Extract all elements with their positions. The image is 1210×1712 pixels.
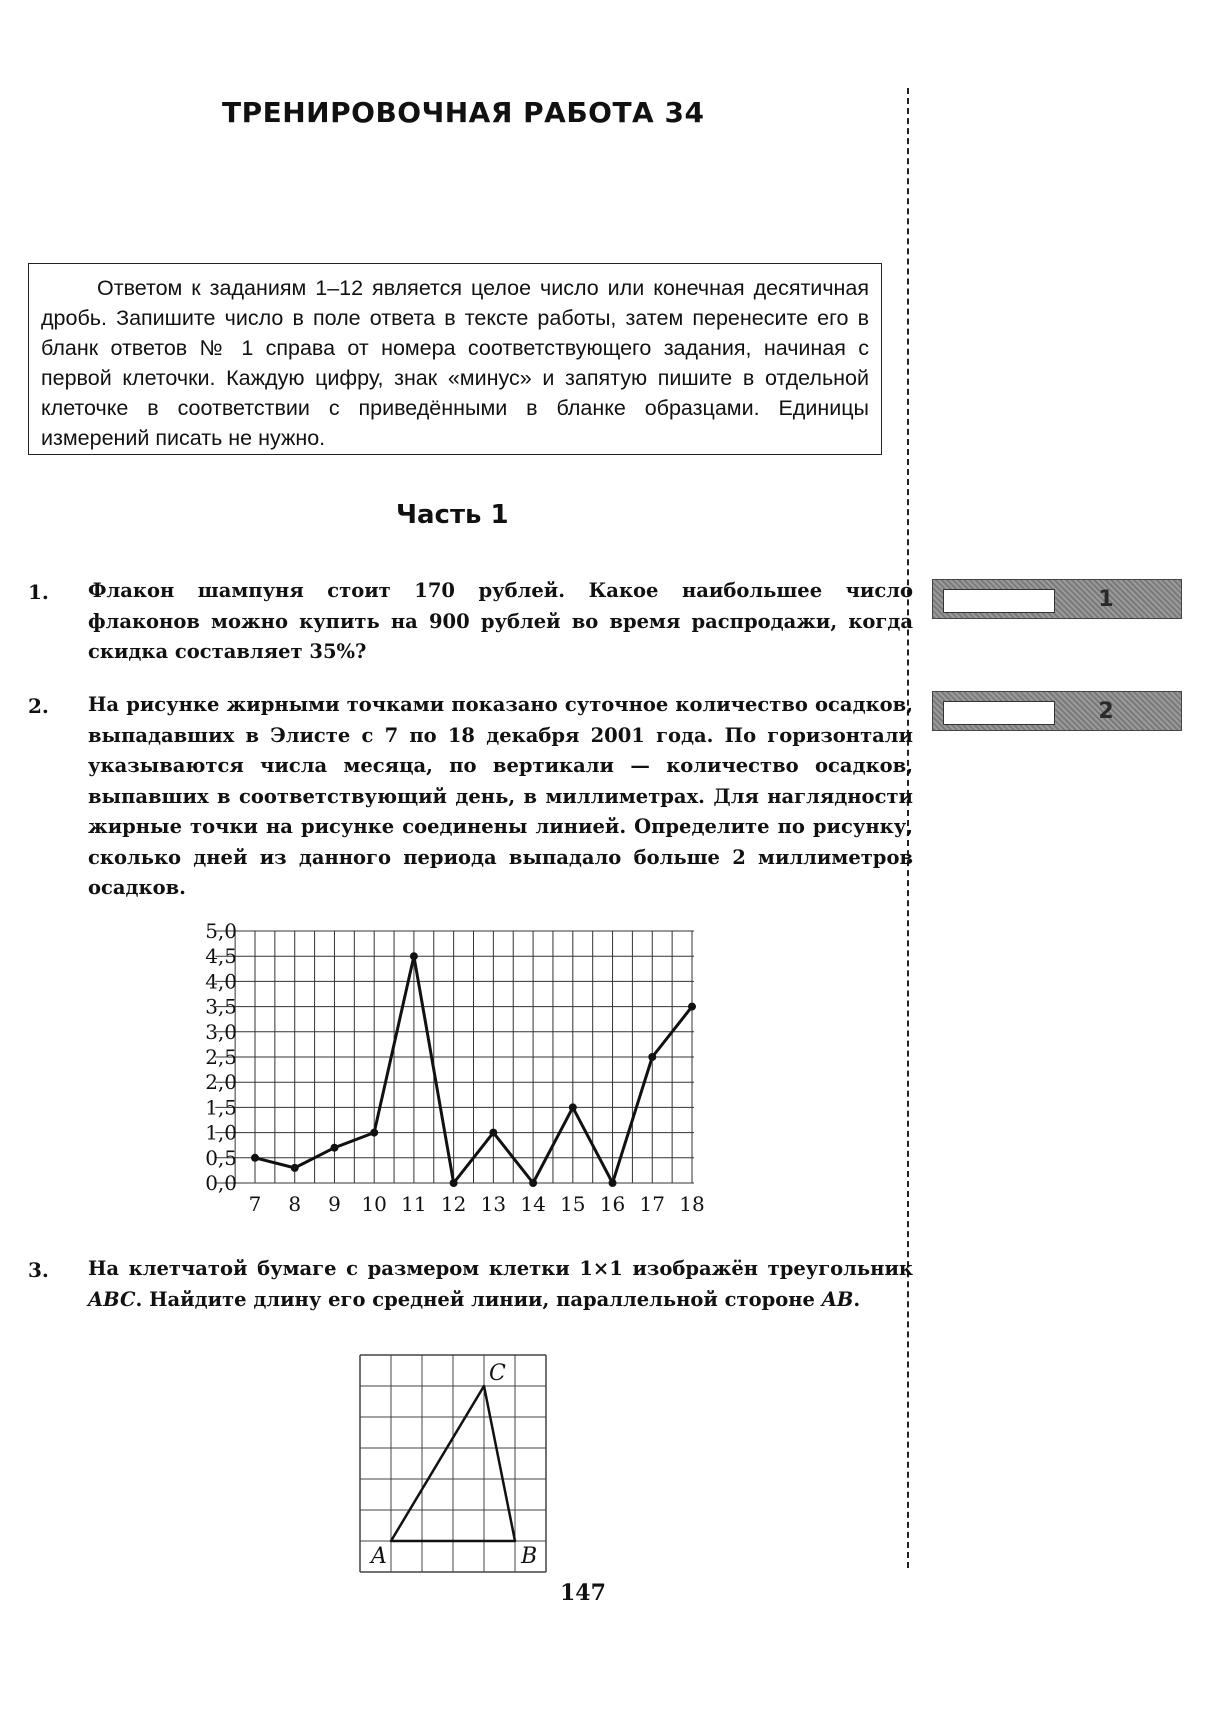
x-tick-label: 16 <box>599 1192 626 1216</box>
x-tick-label: 12 <box>440 1192 467 1216</box>
vertex-label: B <box>521 1544 538 1569</box>
triangle-figure <box>355 1350 555 1580</box>
y-tick-label: 3,0 <box>205 1019 237 1044</box>
task-text: На рисунке жирными точками показано суточное количество осадков, выпадавших в Элисте с 7 по 18 декабря 2001 года. По горизонтали указываются числа месяца, по вертикали — количество осадков, выпавших в соответствующий день, в миллиметрах. Для наглядности жирные точки на рисунке соединены линией. Определите по рисунку, сколько дней из данного периода выпадало больше 2 миллиметров осадков. <box>88 693 913 899</box>
y-tick-label: 2,5 <box>205 1045 237 1069</box>
answer-field-2[interactable] <box>932 691 1182 731</box>
task-text-part: . Найдите длину его средней линии, параллельной стороне <box>135 1287 822 1311</box>
y-tick-label: 4,5 <box>205 944 237 969</box>
x-tick-label: 17 <box>639 1192 665 1216</box>
x-tick-label: 18 <box>679 1192 705 1216</box>
data-point <box>410 952 418 960</box>
answer-input[interactable] <box>943 589 1055 613</box>
y-tick-label: 1,0 <box>205 1120 237 1145</box>
task-text-part: На клетчатой бумаге с размером клетки 1×1 изображён треугольник <box>88 1257 913 1280</box>
instruction-text: Ответом к заданиям 1–12 является целое число или конечная десятичная дробь. Запишите число в поле ответа в тексте работы, затем перенесите его в бланк ответов № 1 справа от номера соответствующего задания, начиная с первой клеточки. Каждую цифру, знак «минус» и запятую пишите в отдельной клеточке в соответствии с приведёнными в бланке образцами. Единицы измерений писать не нужно. <box>41 276 869 450</box>
task-text <box>88 1254 913 1315</box>
data-point <box>609 1179 617 1187</box>
triangle-name: ABC <box>88 1287 136 1311</box>
task-number: 1. <box>28 580 49 604</box>
data-point <box>251 1154 259 1162</box>
vertex-label: A <box>371 1544 387 1569</box>
data-point <box>450 1179 458 1187</box>
y-tick-label: 2,0 <box>205 1070 237 1095</box>
vertex-label: C <box>489 1361 506 1386</box>
y-tick-label: 1,5 <box>205 1095 237 1120</box>
y-tick-label: 0,5 <box>205 1145 237 1170</box>
x-tick-label: 8 <box>288 1192 302 1216</box>
x-tick-label: 7 <box>248 1192 262 1216</box>
answer-field-1[interactable] <box>932 579 1182 619</box>
precipitation-chart <box>190 915 730 1225</box>
data-point <box>291 1164 299 1172</box>
task-number: 2. <box>28 694 49 718</box>
y-tick-label: 4,0 <box>205 969 237 994</box>
data-point <box>529 1179 537 1187</box>
y-tick-label: 0,0 <box>205 1171 237 1195</box>
task-text: Флакон шампуня стоит 170 рублей. Какое наибольшее число флаконов можно купить на 900 рублей во время распродажи, когда скидка составляет 35%? <box>88 579 913 663</box>
x-tick-label: 11 <box>401 1192 427 1216</box>
instruction-box <box>28 263 882 455</box>
y-tick-label: 5,0 <box>205 919 237 943</box>
x-tick-label: 15 <box>560 1192 586 1216</box>
part-title: Часть 1 <box>396 500 509 530</box>
task-number: 3. <box>28 1258 49 1282</box>
answer-input[interactable] <box>943 701 1055 725</box>
x-tick-label: 10 <box>361 1192 387 1216</box>
data-point <box>569 1103 577 1111</box>
x-tick-label: 13 <box>480 1192 507 1216</box>
page-title: ТРЕНИРОВОЧНАЯ РАБОТА 34 <box>222 96 705 129</box>
page-number: 147 <box>560 1580 606 1606</box>
data-point <box>648 1053 656 1061</box>
x-tick-label: 14 <box>520 1192 546 1216</box>
data-point <box>370 1129 378 1137</box>
side-name: AB <box>821 1287 854 1311</box>
data-point <box>489 1129 497 1137</box>
answer-field-number: 2 <box>1098 699 1114 724</box>
data-point <box>330 1144 338 1152</box>
y-tick-label: 3,5 <box>205 994 237 1019</box>
x-tick-label: 9 <box>328 1192 341 1216</box>
task-text-part: . <box>853 1287 861 1311</box>
answer-field-number: 1 <box>1098 587 1114 612</box>
data-point <box>688 1003 696 1011</box>
